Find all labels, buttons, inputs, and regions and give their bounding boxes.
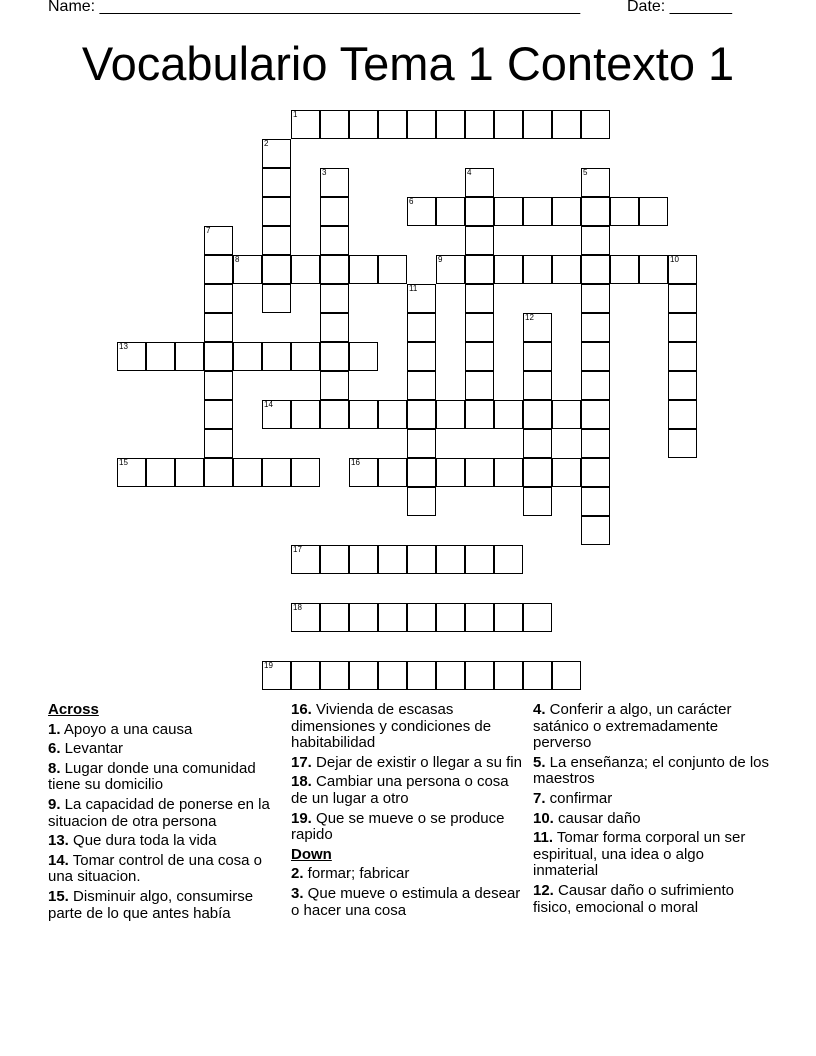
grid-cell[interactable] — [668, 313, 697, 342]
grid-cell[interactable] — [262, 226, 291, 255]
grid-cell[interactable] — [320, 255, 349, 284]
grid-cell[interactable] — [581, 516, 610, 545]
grid-cell[interactable] — [668, 284, 697, 313]
grid-cell[interactable] — [523, 400, 552, 429]
grid-cell[interactable] — [523, 603, 552, 632]
clues-column-2 — [291, 702, 527, 922]
clue-number: 14. — [48, 851, 69, 869]
grid-cell[interactable] — [320, 603, 349, 632]
grid-cell[interactable] — [668, 371, 697, 400]
grid-cell[interactable] — [378, 545, 407, 574]
clue-item — [533, 755, 769, 788]
clue-text: Conferir a algo, un carácter satánico o extremadamente perverso — [533, 701, 732, 752]
grid-cell[interactable] — [407, 284, 436, 313]
cell-number: 11 — [409, 284, 418, 293]
grid-cell[interactable] — [291, 255, 320, 284]
clue-number: 13. — [48, 832, 69, 850]
grid-cell[interactable] — [146, 458, 175, 487]
grid-cell[interactable] — [407, 342, 436, 371]
grid-cell[interactable] — [204, 400, 233, 429]
grid-cell[interactable] — [465, 400, 494, 429]
grid-cell[interactable] — [320, 110, 349, 139]
clue-text: Vivienda de escasas dimensiones y condiciones de habitabilidad — [291, 701, 492, 752]
grid-cell[interactable] — [262, 255, 291, 284]
grid-cell[interactable] — [581, 371, 610, 400]
grid-cell[interactable] — [465, 458, 494, 487]
grid-cell[interactable] — [378, 458, 407, 487]
grid-cell[interactable] — [291, 603, 320, 632]
clue-number: 1. — [48, 720, 61, 738]
clue-number: 2. — [291, 865, 304, 883]
clue-item — [533, 830, 769, 880]
clue-item — [291, 702, 527, 752]
grid-cell[interactable] — [465, 603, 494, 632]
grid-cell[interactable] — [407, 661, 436, 690]
grid-cell[interactable] — [291, 110, 320, 139]
grid-cell[interactable] — [436, 603, 465, 632]
clue-item — [291, 774, 527, 807]
grid-cell[interactable] — [378, 110, 407, 139]
grid-cell[interactable] — [407, 458, 436, 487]
clue-item — [291, 811, 527, 844]
cell-number: 12 — [525, 313, 534, 322]
grid-cell[interactable] — [320, 545, 349, 574]
grid-cell[interactable] — [523, 429, 552, 458]
grid-cell[interactable] — [407, 400, 436, 429]
grid-cell[interactable] — [639, 197, 668, 226]
grid-cell[interactable] — [407, 197, 436, 226]
grid-cell[interactable] — [465, 197, 494, 226]
grid-cell[interactable] — [436, 545, 465, 574]
grid-cell[interactable] — [378, 661, 407, 690]
grid-cell[interactable] — [349, 400, 378, 429]
clue-item — [291, 866, 527, 883]
grid-cell[interactable] — [523, 313, 552, 342]
clue-number: 12. — [533, 881, 554, 899]
grid-cell[interactable] — [436, 197, 465, 226]
grid-cell[interactable] — [320, 168, 349, 197]
grid-cell[interactable] — [407, 487, 436, 516]
cell-number: 19 — [264, 661, 273, 670]
grid-cell[interactable] — [581, 284, 610, 313]
grid-cell[interactable] — [494, 255, 523, 284]
clue-number: 17. — [291, 753, 312, 771]
grid-cell[interactable] — [204, 255, 233, 284]
down-clue-list-1 — [291, 866, 527, 919]
cell-number: 4 — [467, 168, 472, 177]
clue-text: Lugar donde una comunidad tiene su domicilio — [48, 759, 256, 794]
grid-cell[interactable] — [610, 255, 639, 284]
grid-cell[interactable] — [407, 545, 436, 574]
grid-cell[interactable] — [465, 342, 494, 371]
grid-cell[interactable] — [407, 371, 436, 400]
grid-cell[interactable] — [349, 342, 378, 371]
grid-cell[interactable] — [204, 313, 233, 342]
grid-cell[interactable] — [494, 400, 523, 429]
grid-cell[interactable] — [523, 371, 552, 400]
clue-number: 19. — [291, 809, 312, 827]
grid-cell[interactable] — [320, 342, 349, 371]
clue-number: 15. — [48, 887, 69, 905]
grid-cell[interactable] — [291, 545, 320, 574]
grid-cell[interactable] — [320, 226, 349, 255]
grid-cell[interactable] — [668, 400, 697, 429]
clue-number: 5. — [533, 753, 546, 771]
grid-cell[interactable] — [175, 342, 204, 371]
grid-cell[interactable] — [204, 226, 233, 255]
grid-cell[interactable] — [204, 458, 233, 487]
grid-cell[interactable] — [436, 661, 465, 690]
grid-cell[interactable] — [581, 458, 610, 487]
cell-number: 16 — [351, 458, 360, 467]
grid-cell[interactable] — [175, 458, 204, 487]
clue-text: Que se mueve o se produce rapido — [291, 809, 505, 844]
grid-cell[interactable] — [581, 487, 610, 516]
grid-cell[interactable] — [523, 255, 552, 284]
grid-cell[interactable] — [407, 603, 436, 632]
grid-cell[interactable] — [581, 226, 610, 255]
clue-item — [48, 797, 288, 830]
clue-text: Tomar forma corporal un ser espiritual, una idea o algo inmaterial — [533, 829, 746, 880]
grid-cell[interactable] — [494, 197, 523, 226]
clue-number: 8. — [48, 759, 61, 777]
grid-cell[interactable] — [668, 255, 697, 284]
grid-cell[interactable] — [204, 371, 233, 400]
grid-cell[interactable] — [407, 429, 436, 458]
clue-item — [533, 791, 769, 808]
clue-item — [48, 833, 288, 850]
clue-item — [48, 889, 288, 922]
grid-cell[interactable] — [494, 661, 523, 690]
grid-cell[interactable] — [465, 110, 494, 139]
clue-number: 9. — [48, 795, 61, 813]
grid-cell[interactable] — [465, 545, 494, 574]
clue-item — [48, 741, 288, 758]
grid-cell[interactable] — [320, 284, 349, 313]
clue-text: confirmar — [545, 789, 613, 807]
grid-cell[interactable] — [523, 661, 552, 690]
grid-cell[interactable] — [494, 458, 523, 487]
grid-cell[interactable] — [523, 487, 552, 516]
clue-item — [291, 755, 527, 772]
across-clue-list-2 — [291, 702, 527, 844]
grid-cell[interactable] — [320, 371, 349, 400]
cell-number: 2 — [264, 139, 269, 148]
clue-number: 7. — [533, 789, 546, 807]
clues-column-1 — [48, 702, 288, 925]
grid-cell[interactable] — [378, 603, 407, 632]
grid-cell[interactable] — [349, 661, 378, 690]
date-line[interactable]: _______ — [669, 0, 732, 15]
grid-cell[interactable] — [465, 313, 494, 342]
grid-cell[interactable] — [465, 226, 494, 255]
clue-text: Dejar de existir o llegar a su fin — [311, 753, 522, 771]
cell-number: 9 — [438, 255, 443, 264]
grid-cell[interactable] — [523, 197, 552, 226]
grid-cell[interactable] — [204, 429, 233, 458]
grid-cell[interactable] — [349, 545, 378, 574]
grid-cell[interactable] — [552, 110, 581, 139]
grid-cell[interactable] — [552, 197, 581, 226]
clue-text: Disminuir algo, consumirse parte de lo que antes había — [48, 887, 254, 922]
grid-cell[interactable] — [349, 603, 378, 632]
grid-cell[interactable] — [349, 110, 378, 139]
grid-cell[interactable] — [668, 429, 697, 458]
name-label: Name: — [48, 0, 100, 15]
grid-cell[interactable] — [494, 545, 523, 574]
grid-cell[interactable] — [436, 255, 465, 284]
grid-cell[interactable] — [523, 458, 552, 487]
clue-item — [48, 722, 288, 739]
grid-cell[interactable] — [291, 342, 320, 371]
grid-cell[interactable] — [581, 400, 610, 429]
cell-number: 14 — [264, 400, 273, 409]
cell-number: 5 — [583, 168, 588, 177]
grid-cell[interactable] — [291, 458, 320, 487]
grid-cell[interactable] — [204, 342, 233, 371]
cell-number: 1 — [293, 110, 298, 119]
clue-text: Apoyo a una causa — [60, 720, 193, 738]
grid-cell[interactable] — [581, 342, 610, 371]
clue-text: Levantar — [60, 740, 124, 758]
clue-item — [291, 886, 527, 919]
grid-cell[interactable] — [291, 661, 320, 690]
grid-cell[interactable] — [320, 400, 349, 429]
grid-cell[interactable] — [233, 255, 262, 284]
clues-column-3 — [533, 702, 769, 919]
grid-cell[interactable] — [552, 255, 581, 284]
clue-item — [48, 761, 288, 794]
grid-cell[interactable] — [146, 342, 175, 371]
grid-cell[interactable] — [581, 429, 610, 458]
clue-number: 10. — [533, 809, 554, 827]
grid-cell[interactable] — [581, 197, 610, 226]
page-title: Vocabulario Tema 1 Contexto 1 — [81, 37, 735, 90]
grid-cell[interactable] — [465, 284, 494, 313]
clue-number: 6. — [48, 740, 61, 758]
clue-number: 4. — [533, 701, 546, 718]
grid-cell[interactable] — [465, 168, 494, 197]
grid-cell[interactable] — [581, 168, 610, 197]
clue-text: causar daño — [553, 809, 641, 827]
cell-number: 6 — [409, 197, 414, 206]
grid-cell[interactable] — [465, 255, 494, 284]
cell-number: 17 — [293, 545, 302, 554]
grid-cell[interactable] — [262, 661, 291, 690]
clue-number: 11. — [533, 829, 554, 847]
grid-cell[interactable] — [581, 313, 610, 342]
cell-number: 13 — [119, 342, 128, 351]
date-label: Date: — [627, 0, 670, 15]
grid-cell[interactable] — [117, 458, 146, 487]
down-heading: Down — [291, 845, 332, 863]
name-line[interactable]: ______________________________________________________ — [99, 0, 581, 15]
grid-cell[interactable] — [320, 197, 349, 226]
clue-item — [533, 883, 769, 916]
grid-cell[interactable] — [262, 400, 291, 429]
cell-number: 7 — [206, 226, 211, 235]
grid-cell[interactable] — [494, 603, 523, 632]
clue-text: La capacidad de ponerse en la situacion de otra persona — [48, 795, 270, 830]
clue-number: 3. — [291, 884, 304, 902]
grid-cell[interactable] — [552, 400, 581, 429]
clue-number: 16. — [291, 701, 312, 718]
grid-cell[interactable] — [523, 342, 552, 371]
cell-number: 18 — [293, 603, 302, 612]
grid-cell[interactable] — [204, 284, 233, 313]
clue-text: Tomar control de una cosa o una situacion. — [48, 851, 263, 886]
grid-cell[interactable] — [436, 110, 465, 139]
clue-text: Que dura toda la vida — [68, 832, 217, 850]
grid-cell[interactable] — [436, 400, 465, 429]
cell-number: 3 — [322, 168, 327, 177]
grid-cell[interactable] — [378, 255, 407, 284]
clue-text: La enseñanza; el conjunto de los maestros — [533, 753, 770, 788]
clue-text: Causar daño o sufrimiento fisico, emocional o moral — [533, 881, 734, 916]
grid-cell[interactable] — [233, 342, 262, 371]
clue-text: formar; fabricar — [303, 865, 410, 883]
across-heading: Across — [48, 701, 99, 718]
clue-number: 18. — [291, 773, 312, 791]
grid-cell[interactable] — [523, 110, 552, 139]
grid-cell[interactable] — [639, 255, 668, 284]
cell-number: 10 — [670, 255, 679, 264]
grid-cell[interactable] — [262, 168, 291, 197]
grid-cell[interactable] — [407, 110, 436, 139]
grid-cell[interactable] — [262, 342, 291, 371]
grid-cell[interactable] — [349, 255, 378, 284]
grid-cell[interactable] — [291, 400, 320, 429]
grid-cell[interactable] — [407, 313, 436, 342]
grid-cell[interactable] — [378, 400, 407, 429]
across-clue-list-1 — [48, 722, 288, 923]
grid-cell[interactable] — [262, 139, 291, 168]
grid-cell[interactable] — [262, 458, 291, 487]
grid-cell[interactable] — [610, 197, 639, 226]
cell-number: 8 — [235, 255, 240, 264]
grid-cell[interactable] — [320, 313, 349, 342]
grid-cell[interactable] — [668, 342, 697, 371]
grid-cell[interactable] — [233, 458, 262, 487]
clue-text: Cambiar una persona o cosa de un lugar a otro — [291, 773, 509, 807]
grid-cell[interactable] — [552, 661, 581, 690]
clue-item — [48, 853, 288, 886]
cell-number: 15 — [119, 458, 128, 467]
grid-cell[interactable] — [262, 284, 291, 313]
clue-item — [533, 811, 769, 828]
grid-cell[interactable] — [494, 110, 523, 139]
grid-cell[interactable] — [581, 110, 610, 139]
grid-cell[interactable] — [436, 458, 465, 487]
grid-cell[interactable] — [320, 661, 349, 690]
grid-cell[interactable] — [581, 255, 610, 284]
down-clue-list-2 — [533, 702, 769, 916]
grid-cell[interactable] — [117, 342, 146, 371]
grid-cell[interactable] — [552, 458, 581, 487]
grid-cell[interactable] — [349, 458, 378, 487]
grid-cell[interactable] — [465, 661, 494, 690]
clue-text: Que mueve o estimula a desear o hacer una cosa — [291, 884, 521, 919]
clue-item — [533, 702, 769, 752]
grid-cell[interactable] — [262, 197, 291, 226]
grid-cell[interactable] — [465, 371, 494, 400]
